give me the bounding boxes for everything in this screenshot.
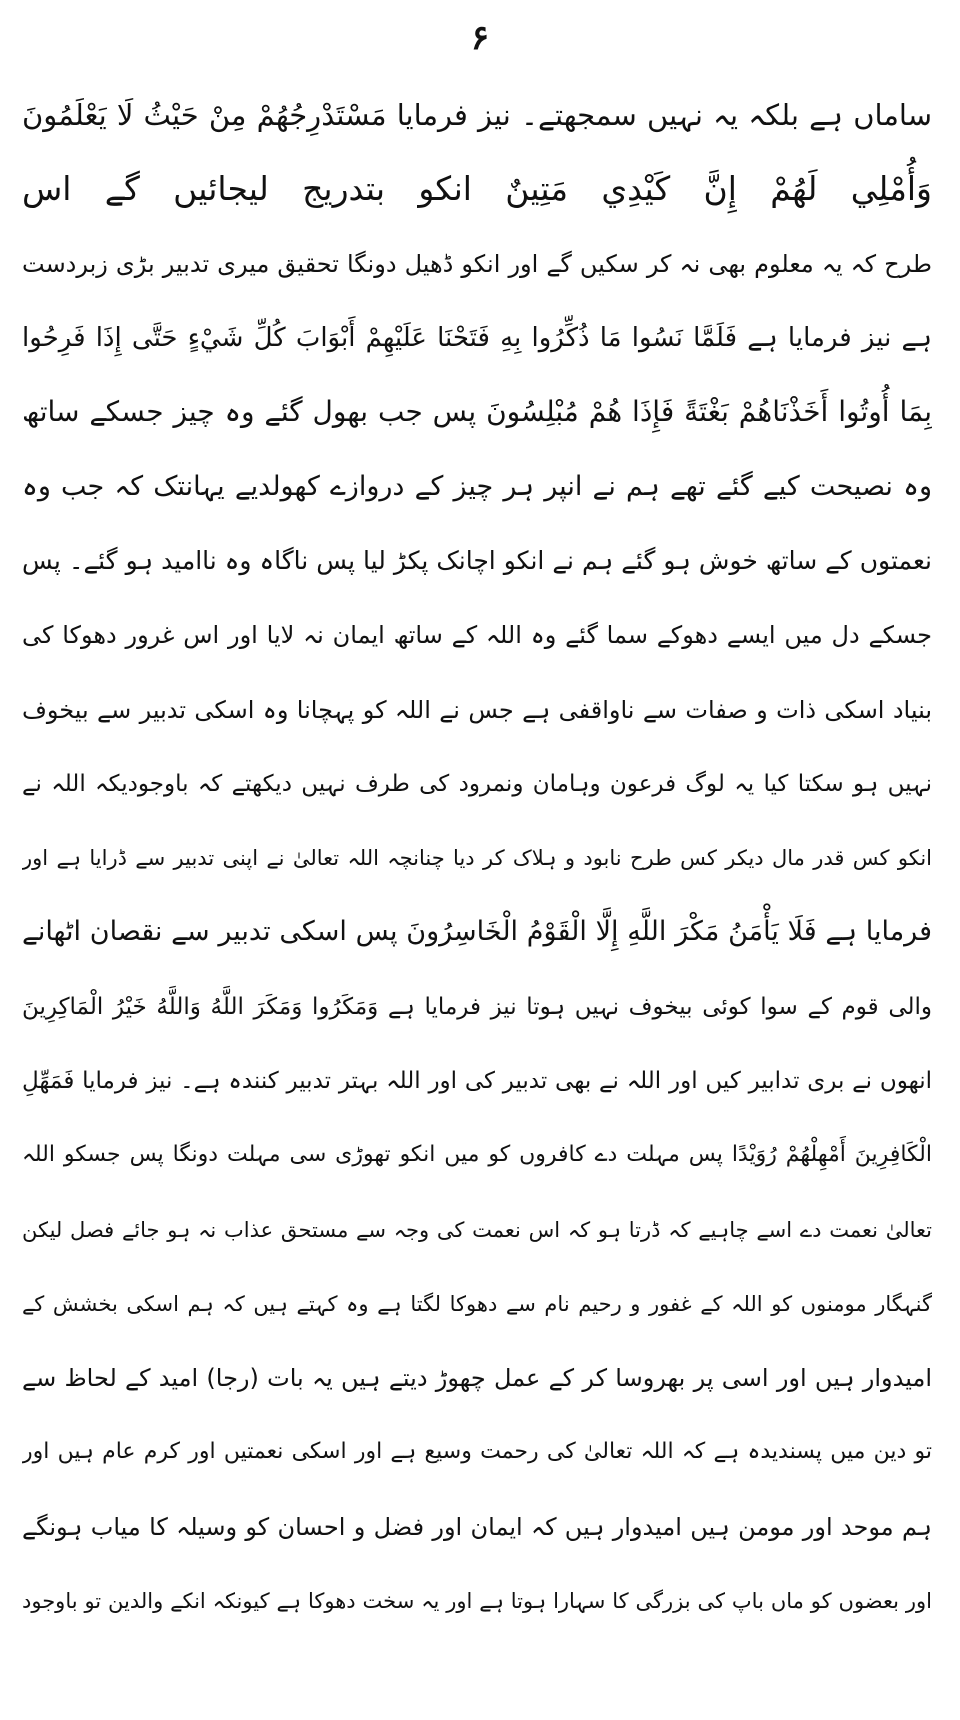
text-line: تعالیٰ نعمت دے اسے چاہیے کہ ڈرتا ہو کہ اس نعمت کی وجہ سے مستحق عذاب نہ ہو جائے فصل لیکن — [22, 1217, 932, 1242]
text-line: امیدوار ہیں اور اسی پر بھروسا کر کے عمل چھوڑ دیتے ہیں یہ بات (رجا) امید کے لحاظ سے — [22, 1364, 932, 1393]
text-line: ہے نیز فرمایا ہے فَلَمَّا نَسُوا مَا ذُكِّرُوا بِهِ فَتَحْنَا عَلَيْهِمْ أَبْوَابَ كُلِّ شَيْءٍ حَتَّى إِذَا فَرِحُوا — [22, 323, 932, 354]
text-line: اور بعضوں کو ماں باپ کی بزرگی کا سہارا ہوتا ہے اور یہ سخت دھوکا ہے کیونکہ انکے والدین تو باوجود — [22, 1589, 932, 1614]
text-line: نعمتوں کے ساتھ خوش ہو گئے ہم نے انکو اچانک پکڑ لیا پس ناگاہ وہ ناامید ہو گئے۔ پس — [22, 545, 932, 575]
text-line: الْكَافِرِينَ أَمْهِلْهُمْ رُوَيْدًا پس مہلت دے کافروں کو میں انکو تھوڑی سی مہلت دونگا پس جسکو اللہ — [22, 1142, 932, 1168]
text-line: والی قوم کے سوا کوئی بیخوف نہیں ہوتا نیز فرمایا ہے وَمَكَرُوا وَمَكَرَ اللَّهُ وَاللَّهُ خَيْرُ الْمَاكِرِينَ — [22, 993, 932, 1020]
page-number: ۶ — [470, 18, 490, 58]
text-line: وَأُمْلِي لَهُمْ إِنَّ كَيْدِي مَتِينٌ انکو بتدریج لیجائیں گے اس — [22, 169, 932, 209]
text-line: تو دین میں پسندیدہ ہے کہ اللہ تعالیٰ کی رحمت وسیع ہے اور اسکی نعمتیں اور کرم عام ہیں اور — [22, 1439, 932, 1465]
text-line: بنیاد اسکی ذات و صفات سے ناواقفی ہے جس نے اللہ کو پہچانا وہ اسکی تدبیر سے بیخوف — [22, 695, 932, 724]
text-line: گنہگار مومنوں کو اللہ کے غفور و رحیم نام سے دھوکا لگتا ہے وہ کہتے ہیں کہ ہم اسکی بخشش کے — [22, 1291, 932, 1316]
text-line: طرح کہ یہ معلوم بھی نہ کر سکیں گے اور انکو ڈھیل دونگا تحقیق میری تدبیر بڑی زبردست — [22, 249, 932, 278]
text-line: انھوں نے بری تدابیر کیں اور اللہ نے بھی تدبیر کی اور اللہ بہتر تدبیر کنندہ ہے۔ نیز فرمایا فَمَهِّلِ — [22, 1068, 932, 1094]
text-line: فرمایا ہے فَلَا يَأْمَنُ مَكْرَ اللَّهِ إِلَّا الْقَوْمُ الْخَاسِرُونَ پس اسکی تدبیر سے نقصان اٹھانے — [22, 916, 932, 948]
text-line: جسکے دل میں ایسے دھوکے سما گئے وہ اللہ کے ساتھ ایمان نہ لایا اور اس غرور دھوکا کی — [22, 621, 932, 650]
text-line: انکو کس قدر مال دیکر کس طرح نابود و ہلاک کر دیا چنانچہ اللہ تعالیٰ نے اپنی تدبیر سے ڈرایا ہے اور — [22, 846, 932, 871]
text-line: ہم موحد اور مومن ہیں امیدوار ہیں کہ ایمان اور فضل و احسان کو وسیلہ کا میاب ہونگے — [22, 1512, 932, 1541]
text-line: نہیں ہو سکتا کیا یہ لوگ فرعون وہامان ونمرود کی طرف نہیں دیکھتے کہ باوجودیکہ اللہ نے — [22, 770, 932, 797]
text-line: بِمَا أُوتُوا أَخَذْنَاهُمْ بَغْتَةً فَإِذَا هُمْ مُبْلِسُونَ پس جب بھول گئے وہ چیز جسکے ساتھ — [22, 395, 932, 429]
text-line: ساماں ہے بلکہ یہ نہیں سمجھتے۔ نیز فرمایا مَسْتَدْرِجُهُمْ مِنْ حَيْثُ لَا يَعْلَمُونَ — [22, 98, 932, 133]
text-line: وہ نصیحت کیے گئے تھے ہم نے انپر ہر چیز کے دروازے کھولدیے یہانتک کہ جب وہ — [22, 470, 932, 502]
urdu-text-body — [22, 78, 932, 1638]
